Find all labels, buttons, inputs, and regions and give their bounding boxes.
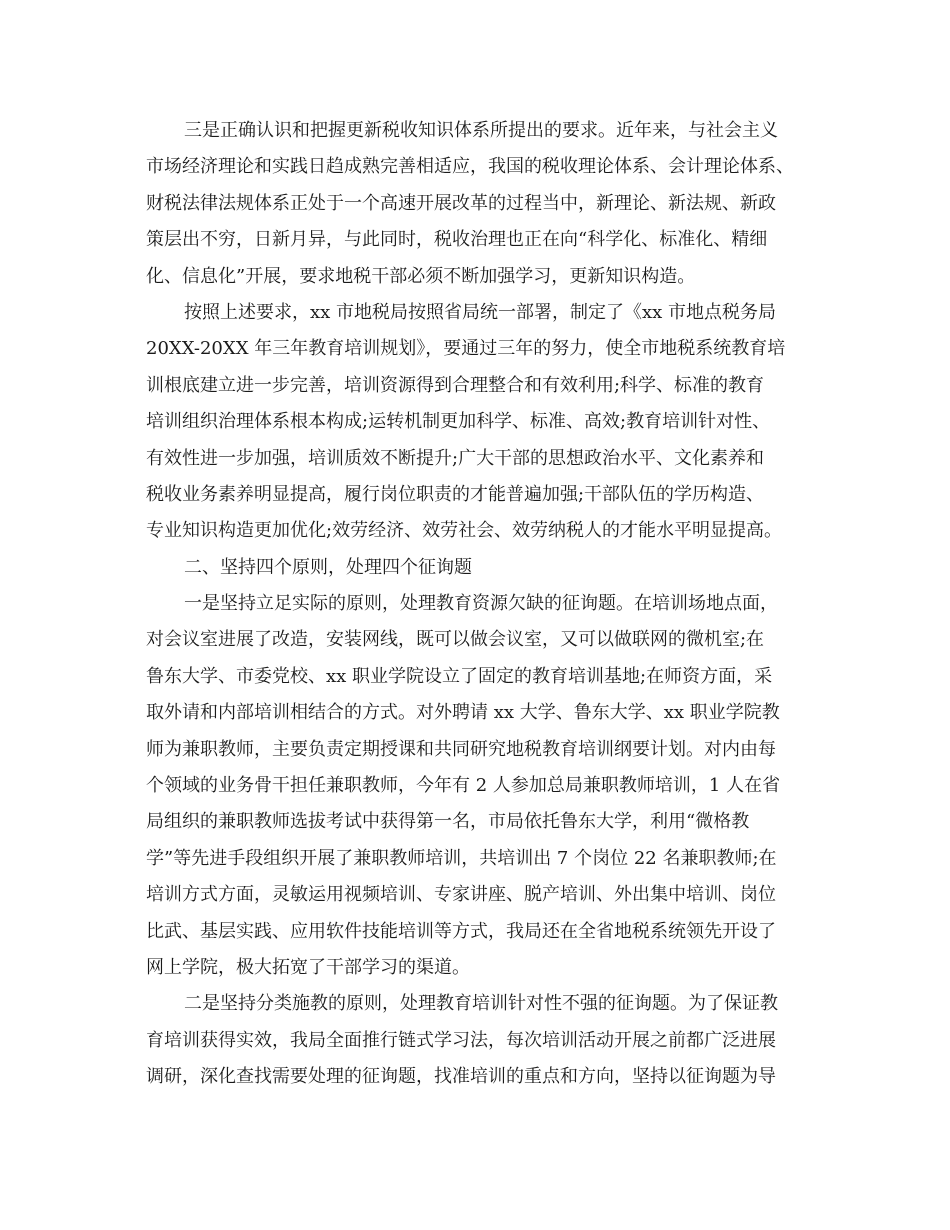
paragraph-line: 化、信息化”开展，要求地税干部必须不断加强学习，更新知识构造。 <box>146 265 696 287</box>
paragraph-line: 个领域的业务骨干担任兼职教师，今年有 2 人参加总局兼职教师培训，1 人在省 <box>146 775 781 797</box>
paragraph-line: 对会议室进展了改造，安装网线，既可以做会议室，又可以做联网的微机室;在 <box>146 629 765 651</box>
paragraph-line: 训根底建立进一步完善，培训资源得到合理整合和有效利用;科学、标准的教育 <box>146 374 765 396</box>
paragraph-line: 三是正确认识和把握更新税收知识体系所提出的要求。近年来，与社会主义 <box>184 120 778 141</box>
paragraph-line: 鲁东大学、市委党校、xx 职业学院设立了固定的教育培训基地;在师资方面，采 <box>146 665 773 687</box>
document-body <box>146 113 810 1096</box>
paragraph-line: 一是坚持立足实际的原则，处理教育资源欠缺的征询题。在培训场地点面， <box>184 593 778 615</box>
paragraph-line: 培训方式方面，灵敏运用视频培训、专家讲座、脱产培训、外出集中培训、岗位 <box>146 884 776 906</box>
paragraph-line: 专业知识构造更加优化;效劳经济、效劳社会、效劳纳税人的才能水平明显提高。 <box>146 520 783 542</box>
paragraph-line: 20XX-20XX 年三年教育培训规划》，要通过三年的努力，使全市地税系统教育培 <box>146 338 786 360</box>
paragraph-line: 比武、基层实践、应用软件技能培训等方式，我局还在全省地税系统领先开设了 <box>146 920 776 942</box>
paragraph-line: 师为兼职教师，主要负责定期授课和共同研究地税教育培训纲要计划。对内由每 <box>146 738 776 760</box>
paragraph-line: 网上学院，极大拓宽了干部学习的渠道。 <box>146 956 470 978</box>
paragraph-line: 育培训获得实效，我局全面推行链式学习法，每次培训活动开展之前都广泛进展 <box>146 1029 776 1051</box>
paragraph-line: 取外请和内部培训相结合的方式。对外聘请 xx 大学、鲁东大学、xx 职业学院教 <box>146 702 780 724</box>
paragraph-line: 有效性进一步加强，培训质效不断提升;广大干部的思想政治水平、文化素养和 <box>146 447 765 469</box>
paragraph-line: 学”等先进手段组织开展了兼职教师培训，共培训出 7 个岗位 22 名兼职教师;在 <box>146 847 777 869</box>
paragraph-line: 财税法律法规体系正处于一个高速开展改革的过程当中，新理论、新法规、新政 <box>146 192 776 214</box>
paragraph-line: 市场经济理论和实践日趋成熟完善相适应，我国的税收理论体系、会计理论体系、 <box>146 156 794 178</box>
paragraph-line: 二是坚持分类施教的原则，处理教育培训针对性不强的征询题。为了保证教 <box>184 993 778 1015</box>
paragraph-line: 税收业务素养明显提高，履行岗位职责的才能普遍加强;干部队伍的学历构造、 <box>146 483 765 505</box>
paragraph-line: 局组织的兼职教师选拔考试中获得第一名，市局依托鲁东大学，利用“微格教 <box>146 811 750 833</box>
paragraph-line: 策层出不穷，日新月异，与此同时，税收治理也正在向“科学化、标准化、精细 <box>146 229 768 251</box>
paragraph-line: 调研，深化查找需要处理的征询题，找准培训的重点和方向，坚持以征询题为导 <box>146 1066 776 1088</box>
paragraph-line: 培训组织治理体系根本构成;运转机制更加科学、标准、高效;教育培训针对性、 <box>146 411 771 433</box>
paragraph-line: 按照上述要求，xx 市地税局按照省局统一部署，制定了《xx 市地点税务局 <box>184 301 777 323</box>
section-heading: 二、坚持四个原则，处理四个征询题 <box>184 556 472 578</box>
